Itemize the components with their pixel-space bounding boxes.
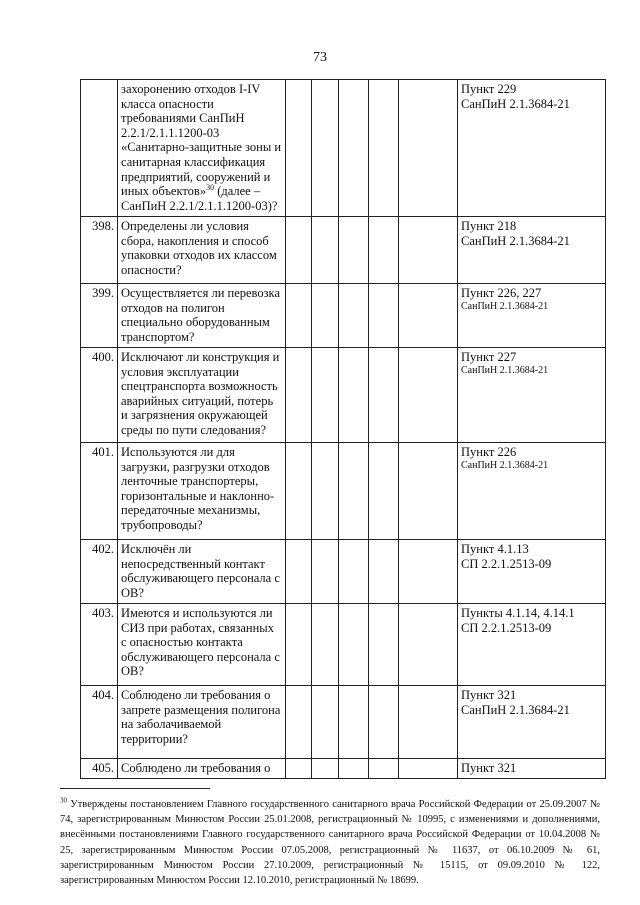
answer-cell (339, 540, 369, 604)
answer-cell (399, 80, 458, 217)
requirement-question: Исключают ли конструкция и условия эксплуатации спецтранспорта возможность аварийных ситуаций, потерь и загрязнения окружающей среды по пути следования? (118, 348, 286, 443)
table-row (81, 80, 606, 217)
answer-cell (399, 604, 458, 686)
requirement-question: Определены ли условия сбора, накопления и способ упаковки отходов их классом опасности? (118, 217, 286, 284)
legal-reference (458, 284, 606, 348)
reference-document: СанПиН 2.1.3684-21 (461, 233, 570, 248)
answer-cell (399, 217, 458, 284)
row-number: 401. (81, 443, 118, 540)
legal-reference (458, 686, 606, 759)
table-row (81, 443, 606, 540)
checklist-table (80, 79, 606, 779)
answer-cell (312, 284, 339, 348)
answer-cell (286, 80, 312, 217)
footnote-text: Утверждены постановлением Главного государственного санитарного врача Российской Федерации от 25.09.2007 № 74, зарегистрированным Минюстом России 25.01.2008, регистрационный № 10995, с изменениями и дополнениями, внесёнными постановлениями Главного государственного санитарного врача Российской Федерации от 10.04.2008 № 25, зарегистрированным Минюстом России 07.05.2008, регистрационный № 11637, от 06.10.2009 № 61, зарегистрированным Минюстом России 27.10.2009, регистрационный № 15115, от 09.09.2010 № 122, зарегистрированным Минюстом России 12.10.2010, регистрационный № 18699. (60, 799, 601, 887)
reference-document: СанПиН 2.1.3684-21 (461, 300, 549, 312)
reference-document: СанПиН 2.1.3684-21 (461, 459, 549, 471)
answer-cell (339, 443, 369, 540)
reference-clause: Пункт 227 (461, 350, 517, 364)
reference-document: СанПиН 2.1.3684-21 (461, 364, 549, 376)
reference-clause: Пункты 4.1.14, 4.14.1 (461, 606, 575, 620)
row-number: 400. (81, 348, 118, 443)
checklist-rows (81, 80, 606, 779)
answer-cell (286, 348, 312, 443)
answer-cell (369, 686, 399, 759)
answer-cell (339, 604, 369, 686)
legal-reference (458, 604, 606, 686)
answer-cell (339, 686, 369, 759)
question-text: захоронению отходов I-IV класса опасности требованиями СанПиН 2.2.1/2.1.1.1200-03 «Санитарно-защитные зоны и санитарная классификация предприятий, сооружений и иных объектов» (121, 82, 282, 199)
requirement-question: Используются ли для загрузки, разгрузки отходов ленточные транспортеры, горизонтальные и наклонно-передаточные механизмы, трубопроводы? (118, 443, 286, 540)
reference-clause: Пункт 229 (461, 82, 517, 96)
legal-reference (458, 217, 606, 284)
reference-clause: Пункт 226 (461, 445, 517, 459)
page-number: 73 (313, 50, 327, 65)
row-number: 404. (81, 686, 118, 759)
requirement-question: Исключён ли непосредственный контакт обслуживающего персонала с ОВ? (118, 540, 286, 604)
requirement-question (118, 80, 286, 217)
legal-reference (458, 348, 606, 443)
answer-cell (312, 686, 339, 759)
answer-cell (286, 604, 312, 686)
table-row (81, 759, 606, 779)
footnote (60, 797, 600, 888)
legal-reference (458, 80, 606, 217)
answer-cell (286, 284, 312, 348)
answer-cell (399, 540, 458, 604)
row-number (81, 80, 118, 217)
requirement-question: Имеются и используются ли СИЗ при работах, связанных с опасностью контакта обслуживающего персонала с ОВ? (118, 604, 286, 686)
answer-cell (339, 217, 369, 284)
table-row (81, 604, 606, 686)
answer-cell (312, 80, 339, 217)
reference-document: СП 2.2.1.2513-09 (461, 620, 552, 635)
table-row (81, 217, 606, 284)
question-text-tail: (далее – СанПиН 2.2.1/2.1.1.1200-03)? (121, 184, 278, 213)
table-row (81, 284, 606, 348)
answer-cell (312, 604, 339, 686)
answer-cell (312, 759, 339, 779)
reference-clause: Пункт 226, 227 (461, 286, 542, 300)
answer-cell (339, 80, 369, 217)
answer-cell (286, 686, 312, 759)
requirement-question: Осуществляется ли перевозка отходов на полигон специально оборудованным транспортом? (118, 284, 286, 348)
answer-cell (339, 759, 369, 779)
footnote-number: 30 (60, 796, 67, 805)
legal-reference (458, 540, 606, 604)
answer-cell (399, 443, 458, 540)
reference-clause: Пункт 321 (461, 688, 517, 702)
legal-reference (458, 443, 606, 540)
answer-cell (369, 284, 399, 348)
table-row (81, 540, 606, 604)
answer-cell (312, 217, 339, 284)
answer-cell (339, 284, 369, 348)
answer-cell (369, 348, 399, 443)
answer-cell (369, 604, 399, 686)
answer-cell (399, 348, 458, 443)
reference-clause: Пункт 321 (461, 761, 517, 775)
requirement-question: Соблюдено ли требования о (118, 759, 286, 779)
answer-cell (312, 443, 339, 540)
footnote-divider (60, 788, 210, 789)
answer-cell (369, 217, 399, 284)
answer-cell (286, 217, 312, 284)
answer-cell (339, 348, 369, 443)
answer-cell (286, 443, 312, 540)
answer-cell (399, 759, 458, 779)
answer-cell (312, 348, 339, 443)
reference-document: СП 2.2.1.2513-09 (461, 556, 552, 571)
row-number: 398. (81, 217, 118, 284)
answer-cell (399, 284, 458, 348)
row-number: 399. (81, 284, 118, 348)
answer-cell (399, 686, 458, 759)
answer-cell (286, 540, 312, 604)
table-row (81, 348, 606, 443)
row-number: 402. (81, 540, 118, 604)
answer-cell (369, 540, 399, 604)
answer-cell (369, 443, 399, 540)
reference-clause: Пункт 218 (461, 219, 517, 233)
row-number: 403. (81, 604, 118, 686)
answer-cell (369, 759, 399, 779)
reference-clause: Пункт 4.1.13 (461, 542, 529, 556)
footnote-mark: 30 (206, 183, 215, 192)
legal-reference (458, 759, 606, 779)
answer-cell (312, 540, 339, 604)
answer-cell (286, 759, 312, 779)
reference-document: СанПиН 2.1.3684-21 (461, 96, 570, 111)
requirement-question: Соблюдено ли требования о запрете размещения полигона на заболачиваемой территории? (118, 686, 286, 759)
row-number: 405. (81, 759, 118, 779)
reference-document: СанПиН 2.1.3684-21 (461, 702, 570, 717)
answer-cell (369, 80, 399, 217)
table-row (81, 686, 606, 759)
